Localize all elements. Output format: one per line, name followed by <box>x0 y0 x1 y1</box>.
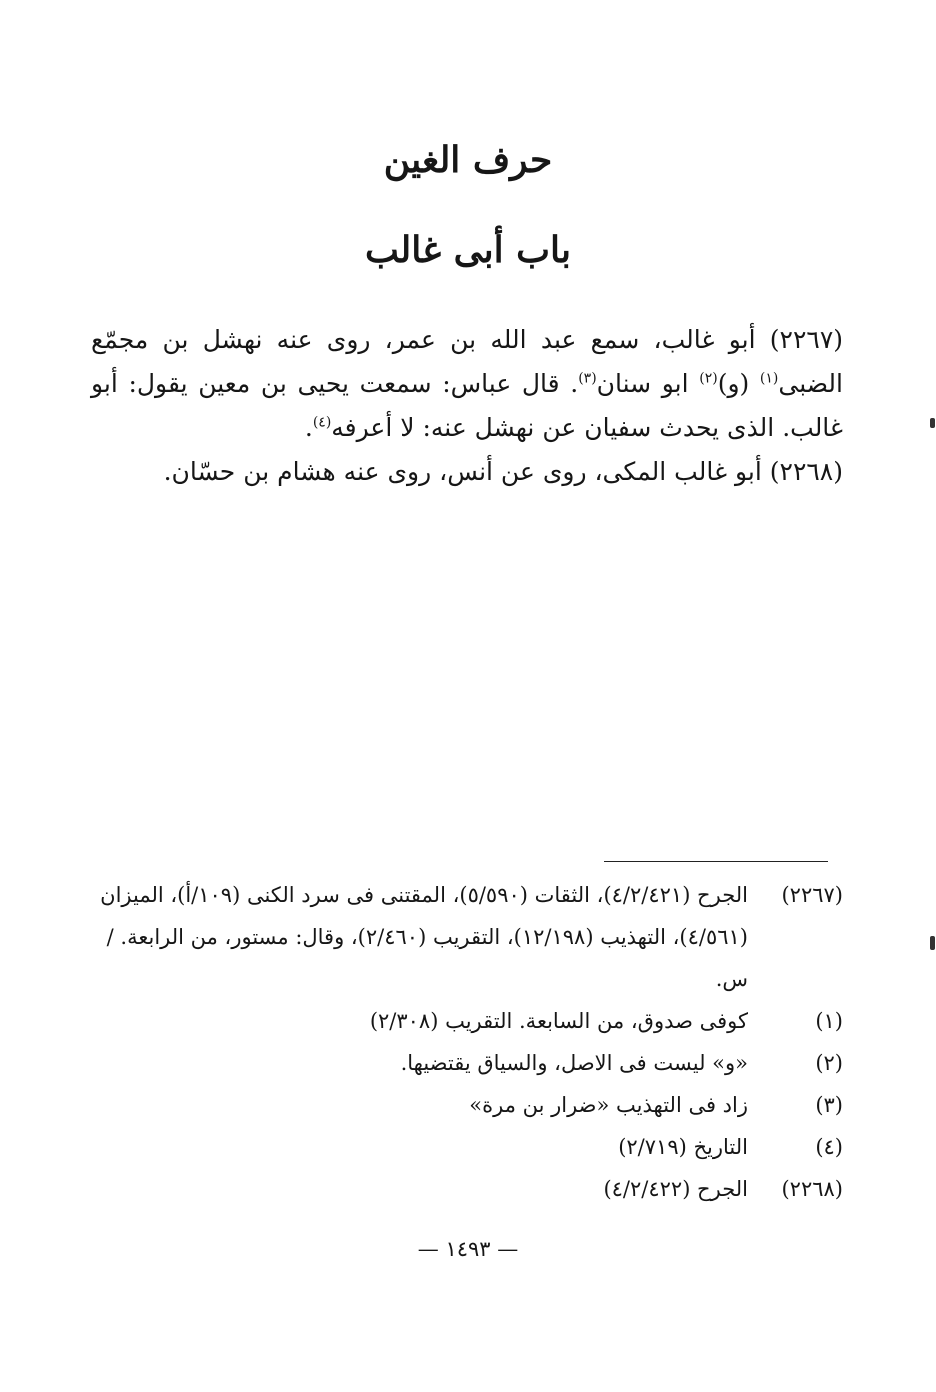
footnote-item <box>91 1168 843 1210</box>
footnote-text: كوفى صدوق، من السابعة. التقريب (٢/٣٠٨) <box>369 1009 748 1033</box>
main-text <box>91 318 843 494</box>
footnote-item <box>91 874 843 1000</box>
footnote-divider <box>604 861 828 862</box>
page-number: — ١٤٩٣ — <box>417 1237 519 1261</box>
entry-text: أبو غالب المكى، روى عن أنس، روى عنه هشام بن حسّان. <box>163 457 762 486</box>
footnote-text: «و» ليست فى الاصل، والسياق يقتضيها. <box>400 1051 748 1075</box>
scan-edge-mark <box>930 936 935 950</box>
footnote-number: (٢) <box>815 1051 843 1075</box>
entry-text: ابو سنان <box>596 369 700 398</box>
scan-edge-mark <box>930 418 935 428</box>
footnote-text: التاريخ (٢/٧١٩) <box>618 1135 748 1159</box>
entry-number: (٢٢٦٧) <box>769 325 844 354</box>
footnote-number: (٣) <box>815 1093 843 1117</box>
footnote-item <box>91 1000 843 1042</box>
footnote-item <box>91 1126 843 1168</box>
entry-2267 <box>91 318 843 450</box>
footnotes <box>91 874 843 1210</box>
entry-number: (٢٢٦٨) <box>769 457 843 486</box>
section-title: باب أبى غالب <box>364 229 572 271</box>
footnote-ref[interactable]: (٣) <box>578 370 597 387</box>
footnote-number: (٤) <box>815 1135 843 1159</box>
footnote-ref[interactable]: (٤) <box>312 414 332 431</box>
footnote-text: زاد فى التهذيب «ضرار بن مرة» <box>469 1093 748 1117</box>
footnote-item <box>91 1084 843 1126</box>
footnote-text: الجرح (٤/٢/٤٢٢) <box>603 1177 748 1201</box>
footnote-number: (٢٢٦٧) <box>781 883 843 907</box>
entry-text: (و) <box>717 369 760 398</box>
entry-text: . <box>304 413 313 442</box>
footnote-number: (١) <box>815 1009 843 1033</box>
entry-text: . قال عباس: سمعت يحيى بن معين يقول: أبو غالب. الذى يحدث سفيان عن نهشل عنه: لا أعرفه <box>91 369 843 442</box>
chapter-title: حرف الغين <box>383 139 553 181</box>
footnote-number: (٢٢٦٨) <box>781 1177 843 1201</box>
footnote-ref[interactable]: (٢) <box>699 370 718 387</box>
footnote-text: الجرح (٤/٢/٤٢١)، الثقات (٥/٥٩٠)، المقتنى فى سرد الكنى (١٠٩/أ)، الميزان (٤/٥٦١)، التهذيب (١٢/١٩٨)، التقريب (٢/٤٦٠)، وقال: مستور، من الرابعة. /س. <box>100 883 748 991</box>
entry-text: أبو غالب، سمع عبد الله بن عمر، روى عنه نهشل بن مجمّع الضبى <box>91 325 843 398</box>
footnote-item <box>91 1042 843 1084</box>
entry-2268 <box>91 450 843 494</box>
footnote-ref[interactable]: (١) <box>759 370 779 387</box>
